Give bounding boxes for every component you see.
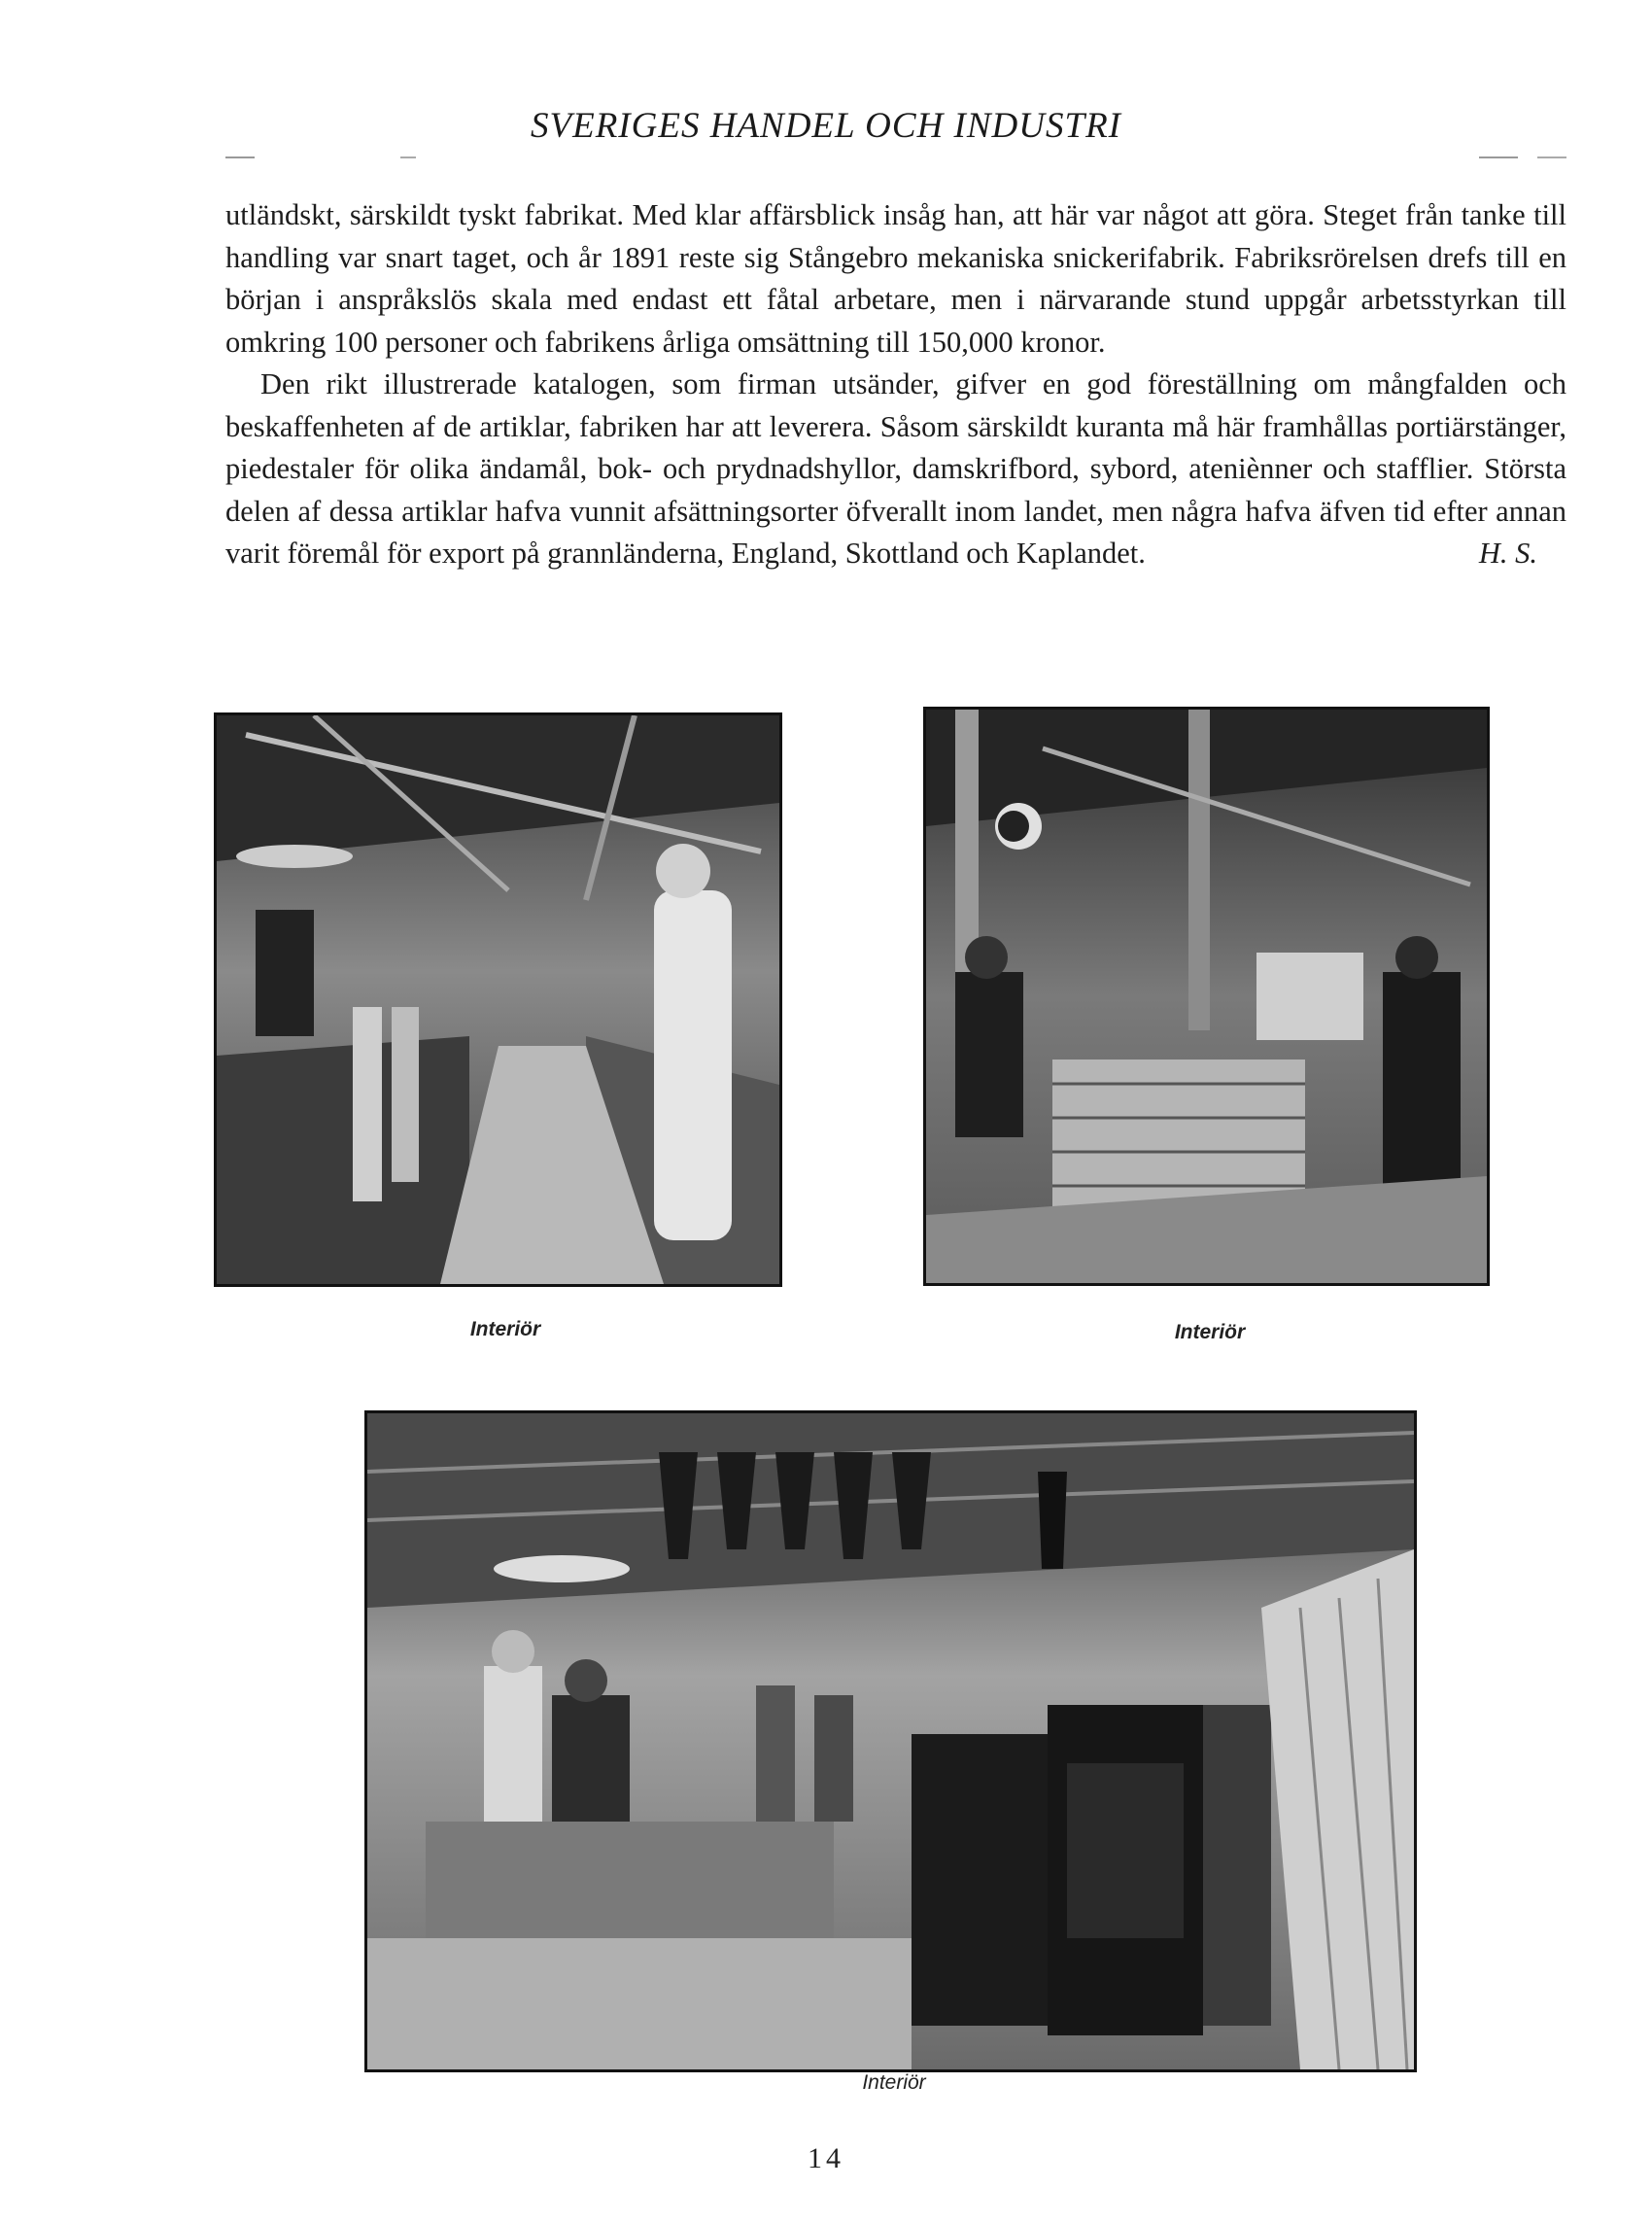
photo-interior-3 [364, 1410, 1417, 2072]
photo-interior-2-image [926, 710, 1487, 1283]
photo-interior-2 [923, 707, 1490, 1286]
photo-interior-1 [214, 712, 782, 1287]
caption-interior-2: Interiör [1174, 1321, 1246, 1343]
article-body [225, 194, 1566, 575]
photo-interior-3-image [367, 1413, 1414, 2069]
page-number: 14 [808, 2142, 844, 2174]
header-rule [225, 156, 1566, 159]
paragraph-2 [225, 364, 1566, 575]
photo-interior-1-image [217, 715, 779, 1284]
running-head: SVERIGES HANDEL OCH INDUSTRI [531, 106, 1121, 146]
author-signature: H. S. [1478, 537, 1537, 570]
caption-interior-1: Interiör [469, 1318, 541, 1340]
paragraph-1: utländskt, särskildt tyskt fabrikat. Med klar affärsblick insåg han, att här var något att göra. Steget från tanke till handling var snart taget, och år 1891 reste sig Stångebro mekaniska snickerifabrik. Fabriksrörelsen drefs till en början i anspråkslös skala med endast ett fåtal arbetare, men i närvarande stund uppgår arbetsstyrkan till omkring 100 personer och fabrikens årliga omsättning till 150,000 kronor. [225, 198, 1566, 359]
paragraph-2-text: Den rikt illustrerade katalogen, som firman utsänder, gifver en god föreställning om mångfalden och beskaffenheten af de artiklar, fabriken har att leverera. Såsom särskildt kuranta må här framhållas portiärstänger, piedestaler för olika ändamål, bok- och prydnadshyllor, damskrifbord, sybord, ateniènner och stafflier. Största delen af dessa artiklar hafva vunnit afsättningsorter öfverallt inom landet, men några hafva äfven tid efter annan varit föremål för export på grannländerna, England, Skottland och Kaplandet. [225, 367, 1566, 570]
caption-interior-3: Interiör [862, 2071, 926, 2094]
